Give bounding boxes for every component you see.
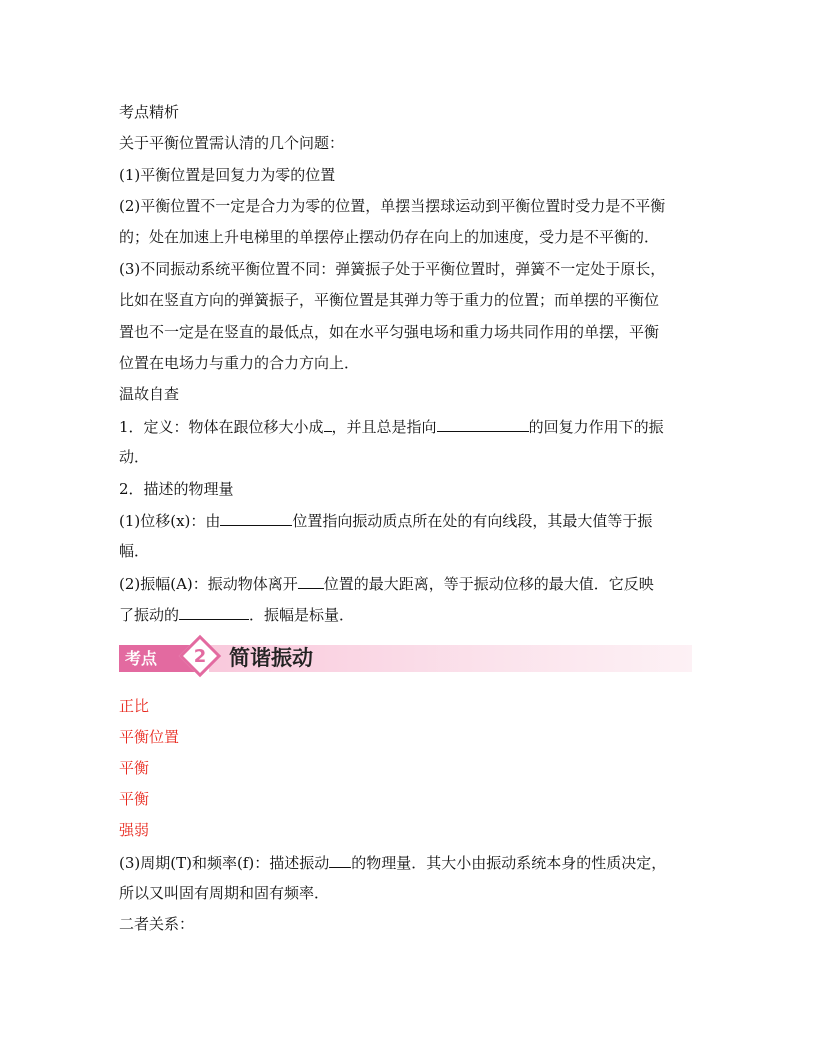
blank-direction bbox=[437, 416, 529, 432]
point-3-line-4: 位置在电场力与重力的合力方向上． bbox=[119, 354, 360, 372]
quantities-heading: 2．描述的物理量 bbox=[119, 480, 234, 498]
definition-text-2: ，并且总是指向 bbox=[331, 418, 437, 436]
amplitude-line-1 bbox=[119, 573, 654, 594]
period-text-1: (3)周期(T)和频率(f)：描述振动 bbox=[119, 854, 330, 872]
amplitude-line-2 bbox=[119, 604, 354, 625]
displacement-text-1: (1)位移(x)：由 bbox=[119, 512, 221, 530]
intro-text: 关于平衡位置需认清的几个问题： bbox=[119, 134, 345, 152]
amplitude-text-2: 位置的最大距离，等于振动位移的最大值．它反映 bbox=[323, 575, 654, 593]
displacement-text-2: 位置指向振动质点所在处的有向线段，其最大值等于振 bbox=[292, 512, 653, 530]
definition-line-2: 动． bbox=[119, 448, 150, 466]
period-line-1 bbox=[119, 852, 666, 873]
banner-tag: 考点 bbox=[119, 645, 197, 672]
point-3-line-1: (3)不同振动系统平衡位置不同：弹簧振子处于平衡位置时，弹簧不一定处于原长， bbox=[119, 260, 666, 278]
period-text-2: 的物理量．其大小由振动系统本身的性质决定， bbox=[351, 854, 667, 872]
answer-2: 平衡位置 bbox=[119, 728, 180, 746]
point-3-line-2: 比如在竖直方向的弹簧振子，平衡位置是其弹力等于重力的位置；而单摆的平衡位 bbox=[119, 291, 660, 309]
relation-text: 二者关系： bbox=[119, 915, 195, 933]
banner-number: 2 bbox=[193, 646, 207, 667]
point-2-line-1: (2)平衡位置不一定是合力为零的位置，单摆当摆球运动到平衡位置时受力是不平衡 bbox=[119, 197, 666, 215]
definition-text-3: 的回复力作用下的振 bbox=[528, 418, 664, 436]
blank-displacement bbox=[220, 510, 292, 526]
displacement-line-2: 幅． bbox=[119, 542, 150, 560]
answer-1: 正比 bbox=[119, 697, 150, 715]
section-banner bbox=[119, 639, 692, 675]
answer-3: 平衡 bbox=[119, 759, 150, 777]
displacement-line-1 bbox=[119, 510, 652, 531]
amplitude-text-4: ．振幅是标量． bbox=[249, 606, 355, 624]
answer-5: 强弱 bbox=[119, 821, 150, 839]
blank-period bbox=[329, 852, 351, 868]
blank-proportional bbox=[324, 416, 332, 432]
point-2-line-2: 的；处在加速上升电梯里的单摆停止摆动仍存在向上的加速度，受力是不平衡的． bbox=[119, 228, 660, 246]
heading-analysis: 考点精析 bbox=[119, 103, 180, 121]
point-1: (1)平衡位置是回复力为零的位置 bbox=[119, 166, 336, 184]
amplitude-text-3: 了振动的 bbox=[119, 606, 180, 624]
blank-amplitude-position bbox=[298, 573, 324, 589]
definition-line-1 bbox=[119, 416, 664, 437]
definition-text-1: 1．定义：物体在跟位移大小成 bbox=[119, 418, 324, 436]
answer-4: 平衡 bbox=[119, 790, 150, 808]
banner-title: 简谐振动 bbox=[229, 646, 313, 670]
heading-review: 温故自查 bbox=[119, 385, 180, 403]
amplitude-text-1: (2)振幅(A)：振动物体离开 bbox=[119, 575, 298, 593]
period-line-2: 所以又叫固有周期和固有频率． bbox=[119, 884, 330, 902]
point-3-line-3: 置也不一定是在竖直的最低点，如在水平匀强电场和重力场共同作用的单摆，平衡 bbox=[119, 323, 660, 341]
blank-strength bbox=[179, 604, 249, 620]
